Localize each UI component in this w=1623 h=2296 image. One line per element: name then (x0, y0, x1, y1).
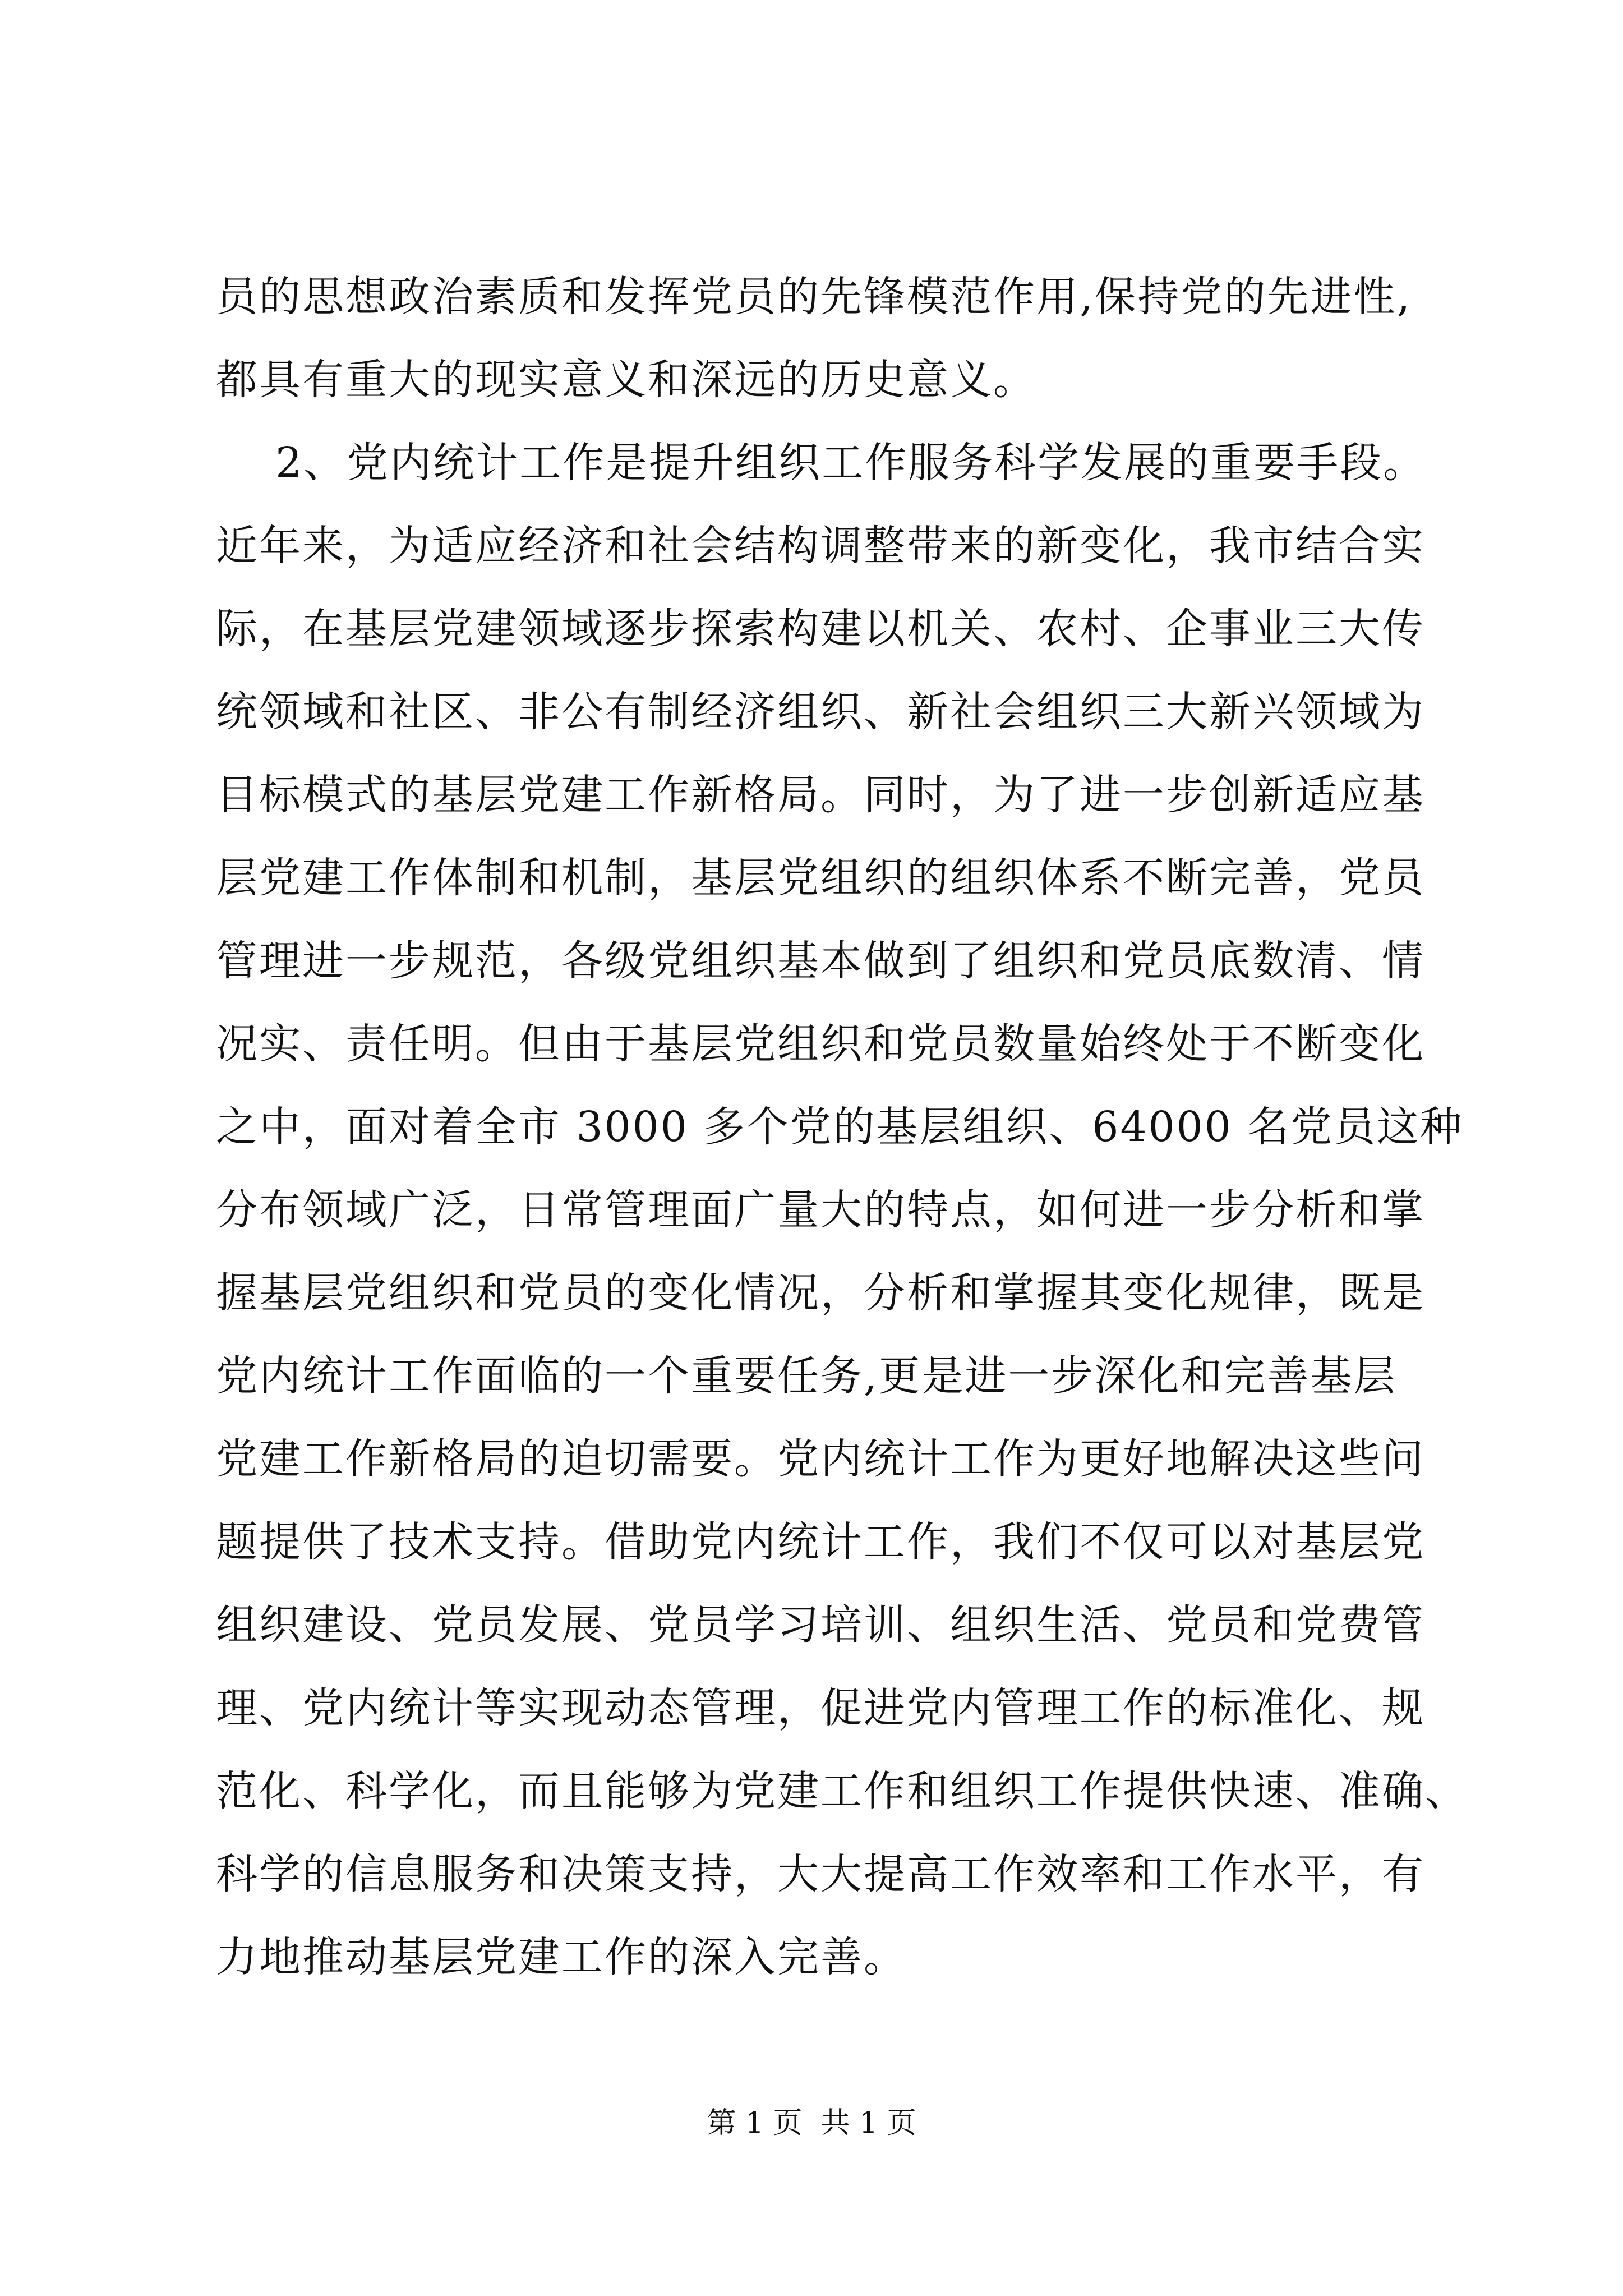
text-line: 目标模式的基层党建工作新格局。同时，为了进一步创新适应基 (216, 771, 1425, 819)
body-text (216, 255, 1468, 1999)
text-line: 管理进一步规范，各级党组织基本做到了组织和党员底数清、情 (216, 937, 1425, 985)
text-line: 分布领域广泛，日常管理面广量大的特点，如何进一步分析和掌 (216, 1186, 1425, 1234)
text-line: 际，在基层党建领域逐步探索构建以机关、农村、企事业三大传 (216, 605, 1425, 653)
text-line: 员的思想政治素质和发挥党员的先锋模范作用,保持党的先进性, (216, 273, 1412, 321)
text-line: 之中，面对着全市 3000 多个党的基层组织、64000 名党员这种 (216, 1103, 1464, 1151)
text-line: 层党建工作体制和机制，基层党组织的组织体系不断完善，党员 (216, 854, 1425, 902)
text-line: 都具有重大的现实意义和深远的历史意义。 (216, 356, 1036, 404)
text-line: 力地推动基层党建工作的深入完善。 (216, 1933, 907, 1981)
text-line: 题提供了技术支持。借助党内统计工作，我们不仅可以对基层党 (216, 1518, 1425, 1566)
text-line: 况实、责任明。但由于基层党组织和党员数量始终处于不断变化 (216, 1020, 1425, 1068)
text-line: 科学的信息服务和决策支持，大大提高工作效率和工作水平，有 (216, 1850, 1425, 1898)
text-line: 党建工作新格局的迫切需要。党内统计工作为更好地解决这些问 (216, 1435, 1425, 1483)
text-line: 理、党内统计等实现动态管理，促进党内管理工作的标准化、规 (216, 1684, 1425, 1732)
page-footer (0, 2104, 1623, 2143)
text-line: 组织建设、党员发展、党员学习培训、组织生活、党员和党费管 (216, 1601, 1425, 1649)
text-line: 党内统计工作面临的一个重要任务,更是进一步深化和完善基层 (216, 1352, 1397, 1400)
paragraph-start-line: 2、党内统计工作是提升组织工作服务科学发展的重要手段。 (216, 439, 1427, 487)
text-line: 范化、科学化，而且能够为党建工作和组织工作提供快速、准确、 (216, 1767, 1468, 1815)
text-line: 统领域和社区、非公有制经济组织、新社会组织三大新兴领域为 (216, 688, 1425, 736)
text-line: 握基层党组织和党员的变化情况，分析和掌握其变化规律，既是 (216, 1269, 1425, 1317)
text-line: 近年来，为适应经济和社会结构调整带来的新变化，我市结合实 (216, 522, 1425, 570)
page-number-label: 第 1 页 共 1 页 (707, 2106, 916, 2140)
